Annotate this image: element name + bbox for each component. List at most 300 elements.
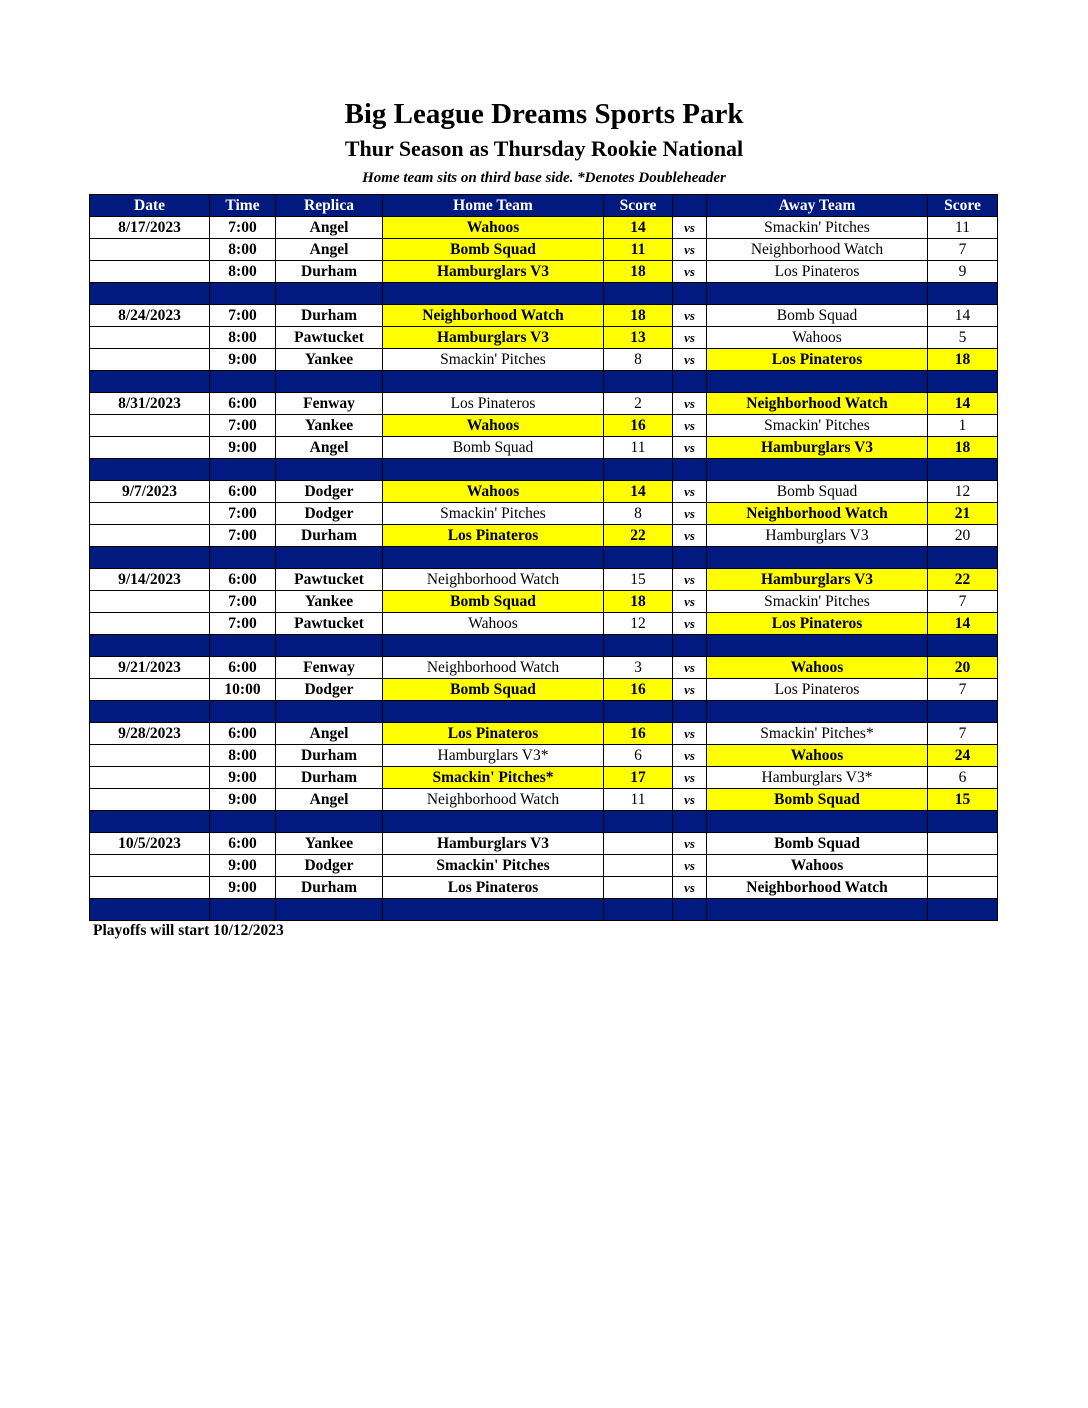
table-row	[90, 305, 998, 327]
away-team: Bomb Squad	[707, 481, 928, 503]
vs-label: vs	[673, 723, 707, 745]
away-team: Smackin' Pitches	[707, 415, 928, 437]
separator-cell	[928, 283, 998, 305]
away-score: 20	[928, 657, 998, 679]
away-team: Bomb Squad	[707, 305, 928, 327]
home-score: 12	[604, 613, 673, 635]
separator-cell	[673, 547, 707, 569]
away-team: Hamburglars V3*	[707, 767, 928, 789]
home-team: Wahoos	[383, 415, 604, 437]
separator-cell	[604, 899, 673, 921]
game-replica-field: Durham	[276, 525, 383, 547]
home-team: Neighborhood Watch	[383, 657, 604, 679]
separator-cell	[383, 547, 604, 569]
separator-cell	[90, 371, 210, 393]
vs-label: vs	[673, 503, 707, 525]
game-time: 6:00	[210, 657, 276, 679]
home-team: Bomb Squad	[383, 679, 604, 701]
game-time: 6:00	[210, 481, 276, 503]
home-team: Wahoos	[383, 613, 604, 635]
table-row	[90, 261, 998, 283]
vs-label: vs	[673, 437, 707, 459]
separator-cell	[276, 635, 383, 657]
home-score: 11	[604, 437, 673, 459]
away-score: 18	[928, 437, 998, 459]
game-date	[90, 261, 210, 283]
separator-cell	[210, 459, 276, 481]
home-team: Hamburglars V3*	[383, 745, 604, 767]
table-row	[90, 525, 998, 547]
away-team: Smackin' Pitches	[707, 591, 928, 613]
away-team: Los Pinateros	[707, 349, 928, 371]
home-team: Smackin' Pitches	[383, 349, 604, 371]
away-team: Bomb Squad	[707, 833, 928, 855]
game-replica-field: Dodger	[276, 679, 383, 701]
game-date	[90, 437, 210, 459]
game-time: 7:00	[210, 415, 276, 437]
vs-label: vs	[673, 569, 707, 591]
column-header-time: Time	[210, 195, 276, 217]
week-separator-row	[90, 371, 998, 393]
game-time: 7:00	[210, 305, 276, 327]
game-replica-field: Yankee	[276, 349, 383, 371]
game-time: 6:00	[210, 569, 276, 591]
away-team: Los Pinateros	[707, 261, 928, 283]
separator-cell	[90, 635, 210, 657]
away-score: 7	[928, 591, 998, 613]
home-score: 14	[604, 217, 673, 239]
home-score: 16	[604, 723, 673, 745]
schedule-note: Home team sits on third base side. *Denotes Doubleheader	[362, 170, 726, 186]
separator-cell	[928, 371, 998, 393]
away-team: Neighborhood Watch	[707, 239, 928, 261]
table-row	[90, 745, 998, 767]
game-replica-field: Yankee	[276, 591, 383, 613]
game-replica-field: Angel	[276, 723, 383, 745]
table-row	[90, 833, 998, 855]
separator-cell	[673, 635, 707, 657]
game-time: 9:00	[210, 877, 276, 899]
home-score: 18	[604, 261, 673, 283]
home-team: Los Pinateros	[383, 393, 604, 415]
game-replica-field: Durham	[276, 261, 383, 283]
vs-label: vs	[673, 767, 707, 789]
page-subtitle: Thur Season as Thursday Rookie National	[344, 136, 744, 161]
separator-cell	[210, 635, 276, 657]
separator-cell	[673, 899, 707, 921]
home-score: 16	[604, 415, 673, 437]
game-time: 6:00	[210, 393, 276, 415]
home-score: 6	[604, 745, 673, 767]
separator-cell	[604, 635, 673, 657]
separator-cell	[276, 811, 383, 833]
separator-cell	[673, 701, 707, 723]
game-replica-field: Angel	[276, 789, 383, 811]
vs-label: vs	[673, 239, 707, 261]
home-score: 14	[604, 481, 673, 503]
game-date: 9/7/2023	[90, 481, 210, 503]
away-score: 12	[928, 481, 998, 503]
table-row	[90, 393, 998, 415]
game-time: 8:00	[210, 327, 276, 349]
away-score: 18	[928, 349, 998, 371]
home-team: Neighborhood Watch	[383, 305, 604, 327]
separator-cell	[276, 701, 383, 723]
game-replica-field: Fenway	[276, 393, 383, 415]
away-score	[928, 855, 998, 877]
game-replica-field: Fenway	[276, 657, 383, 679]
game-date	[90, 525, 210, 547]
game-replica-field: Durham	[276, 745, 383, 767]
away-team: Los Pinateros	[707, 613, 928, 635]
separator-cell	[383, 283, 604, 305]
away-team: Bomb Squad	[707, 789, 928, 811]
away-score: 6	[928, 767, 998, 789]
game-time: 9:00	[210, 349, 276, 371]
separator-cell	[673, 283, 707, 305]
separator-cell	[276, 283, 383, 305]
separator-cell	[604, 283, 673, 305]
table-row	[90, 789, 998, 811]
home-score: 2	[604, 393, 673, 415]
separator-cell	[210, 899, 276, 921]
away-team: Wahoos	[707, 855, 928, 877]
table-row	[90, 569, 998, 591]
away-team: Wahoos	[707, 327, 928, 349]
week-separator-row	[90, 547, 998, 569]
game-date	[90, 679, 210, 701]
table-row	[90, 767, 998, 789]
away-team: Hamburglars V3	[707, 525, 928, 547]
separator-cell	[210, 547, 276, 569]
table-row	[90, 217, 998, 239]
game-date	[90, 591, 210, 613]
separator-cell	[673, 811, 707, 833]
separator-cell	[707, 635, 928, 657]
column-header-replica: Replica	[276, 195, 383, 217]
playoffs-note: Playoffs will start 10/12/2023	[93, 922, 284, 939]
separator-cell	[383, 635, 604, 657]
separator-cell	[276, 371, 383, 393]
game-replica-field: Angel	[276, 239, 383, 261]
game-replica-field: Yankee	[276, 833, 383, 855]
game-replica-field: Dodger	[276, 503, 383, 525]
home-team: Wahoos	[383, 481, 604, 503]
home-team: Neighborhood Watch	[383, 569, 604, 591]
away-score: 15	[928, 789, 998, 811]
table-row	[90, 723, 998, 745]
table-row	[90, 613, 998, 635]
separator-cell	[90, 547, 210, 569]
home-team: Smackin' Pitches	[383, 503, 604, 525]
column-header-away-score: Score	[928, 195, 998, 217]
home-team: Bomb Squad	[383, 239, 604, 261]
week-separator-row	[90, 899, 998, 921]
separator-cell	[707, 459, 928, 481]
game-time: 10:00	[210, 679, 276, 701]
home-team: Los Pinateros	[383, 723, 604, 745]
vs-label: vs	[673, 745, 707, 767]
away-team: Wahoos	[707, 657, 928, 679]
schedule-table	[89, 194, 998, 921]
table-row	[90, 657, 998, 679]
table-row	[90, 415, 998, 437]
table-row	[90, 877, 998, 899]
separator-cell	[90, 283, 210, 305]
away-team: Neighborhood Watch	[707, 503, 928, 525]
week-separator-row	[90, 811, 998, 833]
away-score: 7	[928, 723, 998, 745]
away-team: Neighborhood Watch	[707, 877, 928, 899]
home-team: Smackin' Pitches*	[383, 767, 604, 789]
separator-cell	[276, 547, 383, 569]
separator-cell	[673, 459, 707, 481]
home-team: Hamburglars V3	[383, 261, 604, 283]
away-team: Smackin' Pitches	[707, 217, 928, 239]
home-team: Neighborhood Watch	[383, 789, 604, 811]
separator-cell	[928, 701, 998, 723]
home-team: Bomb Squad	[383, 437, 604, 459]
separator-cell	[210, 811, 276, 833]
game-date: 9/21/2023	[90, 657, 210, 679]
game-replica-field: Dodger	[276, 481, 383, 503]
game-date	[90, 503, 210, 525]
separator-cell	[276, 459, 383, 481]
game-time: 7:00	[210, 591, 276, 613]
vs-label: vs	[673, 525, 707, 547]
home-score: 3	[604, 657, 673, 679]
away-score: 11	[928, 217, 998, 239]
game-date: 9/28/2023	[90, 723, 210, 745]
home-team: Hamburglars V3	[383, 833, 604, 855]
home-score: 18	[604, 305, 673, 327]
game-date: 8/17/2023	[90, 217, 210, 239]
away-score: 22	[928, 569, 998, 591]
column-header-vs	[673, 195, 707, 217]
separator-cell	[707, 899, 928, 921]
game-time: 9:00	[210, 767, 276, 789]
separator-cell	[707, 371, 928, 393]
table-row	[90, 239, 998, 261]
separator-cell	[90, 459, 210, 481]
game-date	[90, 855, 210, 877]
home-score: 15	[604, 569, 673, 591]
game-date: 10/5/2023	[90, 833, 210, 855]
schedule-body	[90, 217, 998, 921]
column-header-date: Date	[90, 195, 210, 217]
separator-cell	[604, 371, 673, 393]
table-row	[90, 481, 998, 503]
table-row	[90, 591, 998, 613]
away-score: 14	[928, 393, 998, 415]
vs-label: vs	[673, 327, 707, 349]
vs-label: vs	[673, 679, 707, 701]
game-replica-field: Angel	[276, 437, 383, 459]
home-score	[604, 855, 673, 877]
separator-cell	[604, 547, 673, 569]
separator-cell	[604, 459, 673, 481]
game-time: 7:00	[210, 217, 276, 239]
away-score: 20	[928, 525, 998, 547]
page-title: Big League Dreams Sports Park	[344, 98, 744, 130]
home-score	[604, 877, 673, 899]
away-team: Hamburglars V3	[707, 569, 928, 591]
week-separator-row	[90, 701, 998, 723]
week-separator-row	[90, 635, 998, 657]
away-team: Hamburglars V3	[707, 437, 928, 459]
home-team: Hamburglars V3	[383, 327, 604, 349]
separator-cell	[604, 811, 673, 833]
vs-label: vs	[673, 415, 707, 437]
table-row	[90, 437, 998, 459]
game-date	[90, 745, 210, 767]
away-team: Smackin' Pitches*	[707, 723, 928, 745]
table-row	[90, 679, 998, 701]
home-score: 11	[604, 789, 673, 811]
separator-cell	[383, 811, 604, 833]
game-replica-field: Pawtucket	[276, 327, 383, 349]
game-time: 8:00	[210, 239, 276, 261]
separator-cell	[707, 701, 928, 723]
home-score: 17	[604, 767, 673, 789]
separator-cell	[707, 811, 928, 833]
home-team: Los Pinateros	[383, 877, 604, 899]
separator-cell	[707, 547, 928, 569]
game-time: 9:00	[210, 855, 276, 877]
game-replica-field: Pawtucket	[276, 569, 383, 591]
game-date	[90, 239, 210, 261]
table-row	[90, 349, 998, 371]
separator-cell	[210, 371, 276, 393]
game-replica-field: Durham	[276, 877, 383, 899]
separator-cell	[383, 899, 604, 921]
vs-label: vs	[673, 877, 707, 899]
separator-cell	[276, 899, 383, 921]
game-date	[90, 415, 210, 437]
away-score: 21	[928, 503, 998, 525]
game-time: 9:00	[210, 437, 276, 459]
vs-label: vs	[673, 855, 707, 877]
game-date	[90, 349, 210, 371]
separator-cell	[928, 811, 998, 833]
home-team: Smackin' Pitches	[383, 855, 604, 877]
vs-label: vs	[673, 393, 707, 415]
game-time: 8:00	[210, 745, 276, 767]
home-score: 13	[604, 327, 673, 349]
away-score: 7	[928, 239, 998, 261]
away-score: 14	[928, 613, 998, 635]
vs-label: vs	[673, 613, 707, 635]
week-separator-row	[90, 283, 998, 305]
column-header-home-score: Score	[604, 195, 673, 217]
home-score: 22	[604, 525, 673, 547]
home-score: 16	[604, 679, 673, 701]
home-score: 18	[604, 591, 673, 613]
separator-cell	[928, 899, 998, 921]
away-score: 5	[928, 327, 998, 349]
vs-label: vs	[673, 789, 707, 811]
vs-label: vs	[673, 261, 707, 283]
game-time: 7:00	[210, 503, 276, 525]
vs-label: vs	[673, 591, 707, 613]
game-time: 8:00	[210, 261, 276, 283]
game-time: 9:00	[210, 789, 276, 811]
separator-cell	[383, 701, 604, 723]
game-replica-field: Dodger	[276, 855, 383, 877]
away-score: 1	[928, 415, 998, 437]
game-replica-field: Durham	[276, 305, 383, 327]
home-score	[604, 833, 673, 855]
game-replica-field: Durham	[276, 767, 383, 789]
separator-cell	[210, 701, 276, 723]
vs-label: vs	[673, 349, 707, 371]
column-header-away-team: Away Team	[707, 195, 928, 217]
separator-cell	[90, 701, 210, 723]
vs-label: vs	[673, 657, 707, 679]
away-team: Neighborhood Watch	[707, 393, 928, 415]
home-team: Los Pinateros	[383, 525, 604, 547]
home-team: Bomb Squad	[383, 591, 604, 613]
away-score: 7	[928, 679, 998, 701]
away-team: Los Pinateros	[707, 679, 928, 701]
game-date: 8/24/2023	[90, 305, 210, 327]
separator-cell	[928, 547, 998, 569]
game-date	[90, 327, 210, 349]
table-row	[90, 503, 998, 525]
game-replica-field: Yankee	[276, 415, 383, 437]
game-replica-field: Angel	[276, 217, 383, 239]
game-date: 8/31/2023	[90, 393, 210, 415]
away-score: 9	[928, 261, 998, 283]
table-row	[90, 327, 998, 349]
table-row	[90, 855, 998, 877]
game-date	[90, 877, 210, 899]
away-team: Wahoos	[707, 745, 928, 767]
game-time: 7:00	[210, 525, 276, 547]
home-score: 8	[604, 503, 673, 525]
away-score: 24	[928, 745, 998, 767]
separator-cell	[90, 811, 210, 833]
game-date	[90, 613, 210, 635]
separator-cell	[383, 459, 604, 481]
table-header-row	[90, 195, 998, 217]
separator-cell	[928, 635, 998, 657]
separator-cell	[673, 371, 707, 393]
game-date: 9/14/2023	[90, 569, 210, 591]
column-header-home-team: Home Team	[383, 195, 604, 217]
vs-label: vs	[673, 217, 707, 239]
vs-label: vs	[673, 305, 707, 327]
away-score	[928, 833, 998, 855]
separator-cell	[210, 283, 276, 305]
home-team: Wahoos	[383, 217, 604, 239]
vs-label: vs	[673, 481, 707, 503]
week-separator-row	[90, 459, 998, 481]
away-score	[928, 877, 998, 899]
separator-cell	[707, 283, 928, 305]
game-time: 6:00	[210, 723, 276, 745]
game-time: 6:00	[210, 833, 276, 855]
game-time: 7:00	[210, 613, 276, 635]
game-replica-field: Pawtucket	[276, 613, 383, 635]
game-date	[90, 767, 210, 789]
vs-label: vs	[673, 833, 707, 855]
separator-cell	[383, 371, 604, 393]
home-score: 11	[604, 239, 673, 261]
separator-cell	[90, 899, 210, 921]
separator-cell	[604, 701, 673, 723]
home-score: 8	[604, 349, 673, 371]
